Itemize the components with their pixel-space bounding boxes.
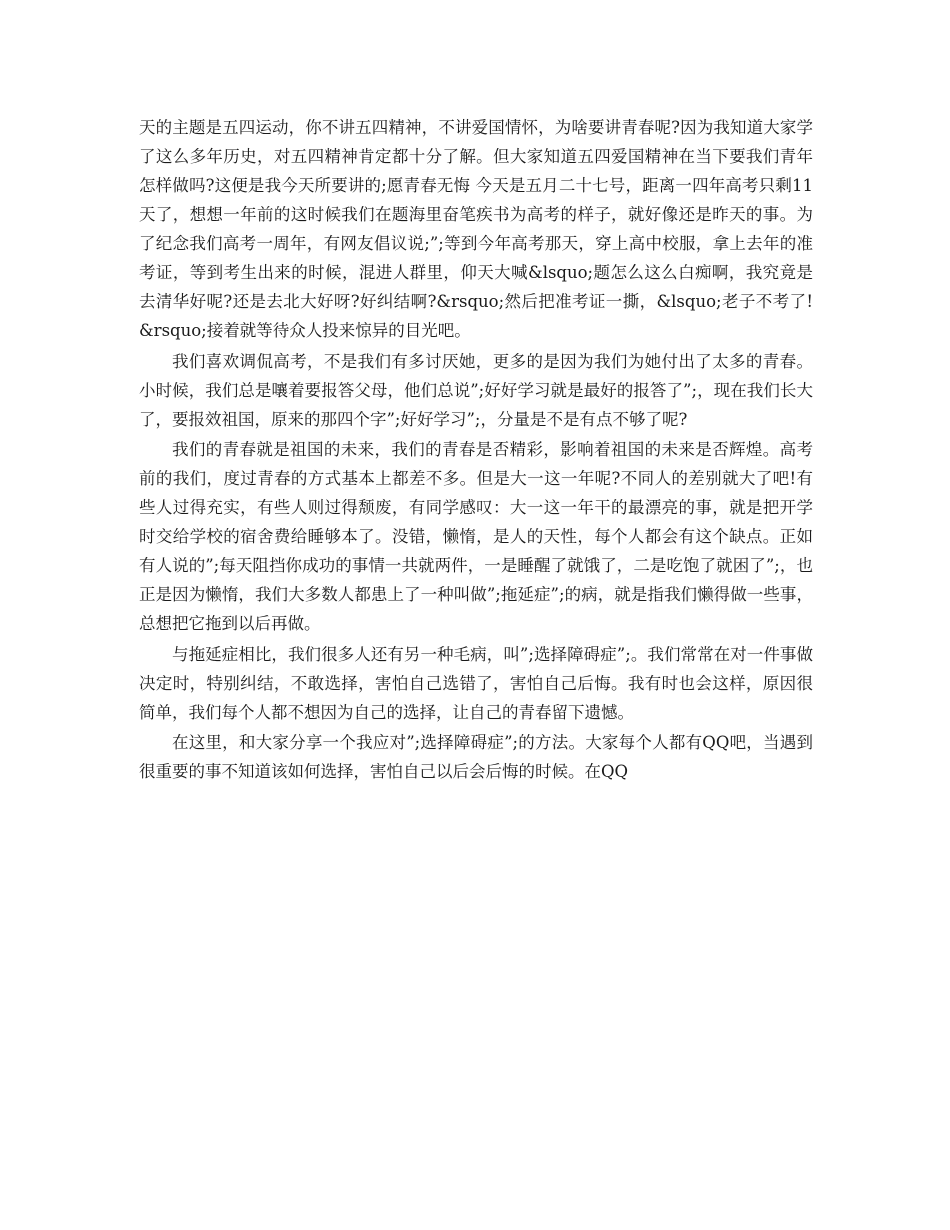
paragraph-4: 与拖延症相比，我们很多人还有另一种毛病，叫”;选择障碍症”;。我们常常在对一件事做决定时，特别纠结，不敢选择，害怕自己选错了，害怕自己后悔。我有时也会这样，原因很简单，我们每个人都不想因为自己的选择，让自己的青春留下遗憾。 — [139, 644, 813, 722]
paragraph-5: 在这里，和大家分享一个我应对”;选择障碍症”;的方法。大家每个人都有QQ吧，当遇到很重要的事不知道该如何选择，害怕自己以后会后悔的时候。在QQ — [139, 733, 813, 781]
paragraph-1: 天的主题是五四运动，你不讲五四精神，不讲爱国情怀，为啥要讲青春呢?因为我知道大家学了这么多年历史，对五四精神肯定都十分了解。但大家知道五四爱国精神在当下要我们青年怎样做吗?这便是我今天所要讲的;愿青春无悔 今天是五月二十七号，距离一四年高考只剩11天了，想想一年前的这时候我们在题海里奋笔疾书为高考的样子，就好像还是昨天的事。为了纪念我们高考一周年，有网友倡议说;”;等到今年高考那天，穿上高中校服，拿上去年的准考证，等到考生出来的时候，混进人群里，仰天大喊&lsquo;题怎么这么白痴啊，我究竟是去清华好呢?还是去北大好呀?好纠结啊?&rsquo;然后把准考证一撕，&lsquo;老子不考了!&rsquo;接着就等待众人投来惊异的目光吧。 — [139, 118, 813, 340]
paragraph-2: 我们喜欢调侃高考，不是我们有多讨厌她，更多的是因为我们为她付出了太多的青春。小时候，我们总是嚷着要报答父母，他们总说”;好好学习就是最好的报答了”;，现在我们长大了，要报效祖国，原来的那四个字”;好好学习”;，分量是不是有点不够了呢? — [139, 351, 813, 429]
paragraph-3: 我们的青春就是祖国的未来，我们的青春是否精彩，影响着祖国的未来是否辉煌。高考前的我们，度过青春的方式基本上都差不多。但是大一这一年呢?不同人的差别就大了吧!有些人过得充实，有些人则过得颓废，有同学感叹：大一这一年干的最漂亮的事，就是把开学时交给学校的宿舍费给睡够本了。没错，懒惰，是人的天性，每个人都会有这个缺点。正如有人说的”;每天阻挡你成功的事情一共就两件，一是睡醒了就饿了，二是吃饱了就困了”;，也正是因为懒惰，我们大多数人都患上了一种叫做”;拖延症”;的病，就是指我们懒得做一些事，总想把它拖到以后再做。 — [139, 440, 813, 633]
document-page — [139, 113, 813, 788]
